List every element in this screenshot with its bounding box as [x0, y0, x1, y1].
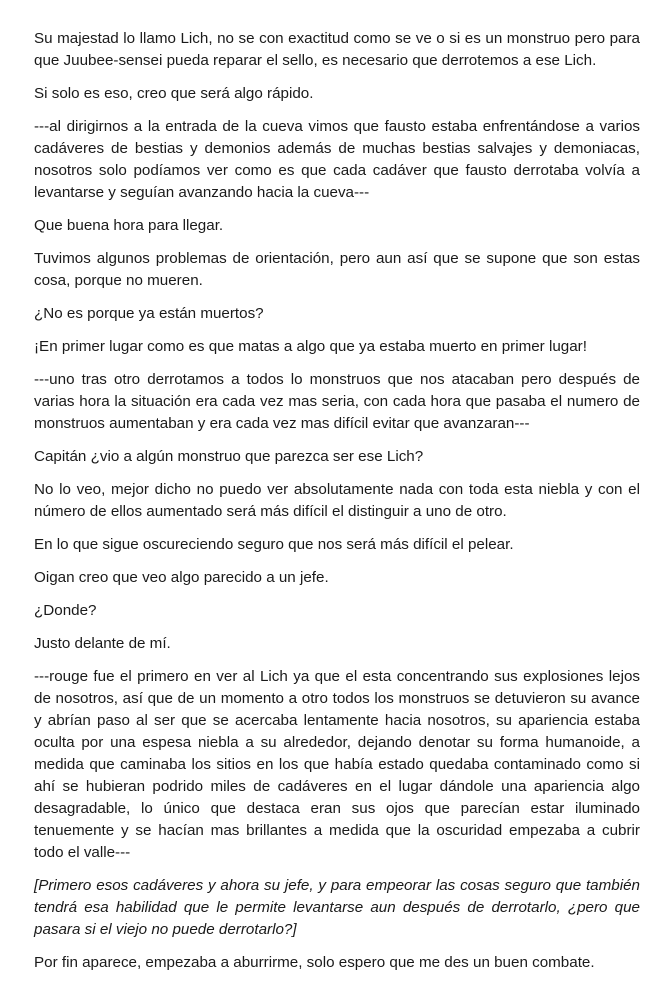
paragraph-6: ¿No es porque ya están muertos?: [34, 305, 264, 322]
document-page: [34, 28, 640, 985]
paragraph-14: Justo delante de mí.: [34, 635, 171, 652]
paragraph-16-thought: [Primero esos cadáveres y ahora su jefe, y para empeorar las cosas seguro que también tendrá esa habilidad que le permite levantarse aun después de derrotarlo, ¿pero que pasara si el viejo no puede derrotarlo?]: [34, 877, 640, 938]
paragraph-15: ---rouge fue el primero en ver al Lich ya que el esta concentrando sus explosiones lejos de nosotros, así que de un momento a otro todos los monstruos se detuvieron su avance y abrían paso al ser que se acercaba lentamente hacia nosotros, su apariencia estaba oculta por una espesa niebla a su alrededor, dejando denotar su forma humanoide, a medida que caminaba los sitios en los que había estado quedaba contaminado como si ahí se hubieran podrido miles de cadáveres en el lugar dándole una apariencia algo desagradable, lo único que destaca eran sus ojos que parecían estar iluminado tenuemente y se hacían mas brillantes a medida que la oscuridad empezaba a cubrir todo el valle---: [34, 668, 640, 861]
paragraph-12: Oigan creo que veo algo parecido a un jefe.: [34, 569, 329, 586]
paragraph-4: Que buena hora para llegar.: [34, 217, 224, 234]
paragraph-17: Por fin aparece, empezaba a aburrirme, solo espero que me des un buen combate.: [34, 954, 595, 971]
paragraph-10: No lo veo, mejor dicho no puedo ver absolutamente nada con toda esta niebla y con el número de ellos aumentado será más difícil el distinguir a uno de otro.: [34, 481, 640, 520]
paragraph-1: Su majestad lo llamo Lich, no se con exactitud como se ve o si es un monstruo pero para que Juubee-sensei pueda reparar el sello, es necesario que derrotemos a ese Lich.: [34, 30, 640, 69]
paragraph-11: En lo que sigue oscureciendo seguro que nos será más difícil el pelear.: [34, 536, 514, 553]
paragraph-5: Tuvimos algunos problemas de orientación, pero aun así que se supone que son estas cosa, porque no mueren.: [34, 250, 640, 289]
paragraph-2: Si solo es eso, creo que será algo rápido.: [34, 85, 314, 102]
paragraph-13: ¿Donde?: [34, 602, 97, 619]
paragraph-8: ---uno tras otro derrotamos a todos lo monstruos que nos atacaban pero después de varias hora la situación era cada vez mas seria, con cada hora que pasaba el numero de monstruos aumentaban y era cada vez mas difícil evitar que avanzaran---: [34, 371, 640, 432]
paragraph-3: ---al dirigirnos a la entrada de la cueva vimos que fausto estaba enfrentándose a varios cadáveres de bestias y demonios además de muchas bestias salvajes y demoniacas, nosotros solo podíamos ver como es que cada cadáver que fausto derrotaba volvía a levantarse y seguían avanzando hacia la cueva---: [34, 118, 640, 201]
paragraph-7: ¡En primer lugar como es que matas a algo que ya estaba muerto en primer lugar!: [34, 338, 587, 355]
paragraph-9: Capitán ¿vio a algún monstruo que parezca ser ese Lich?: [34, 448, 424, 465]
